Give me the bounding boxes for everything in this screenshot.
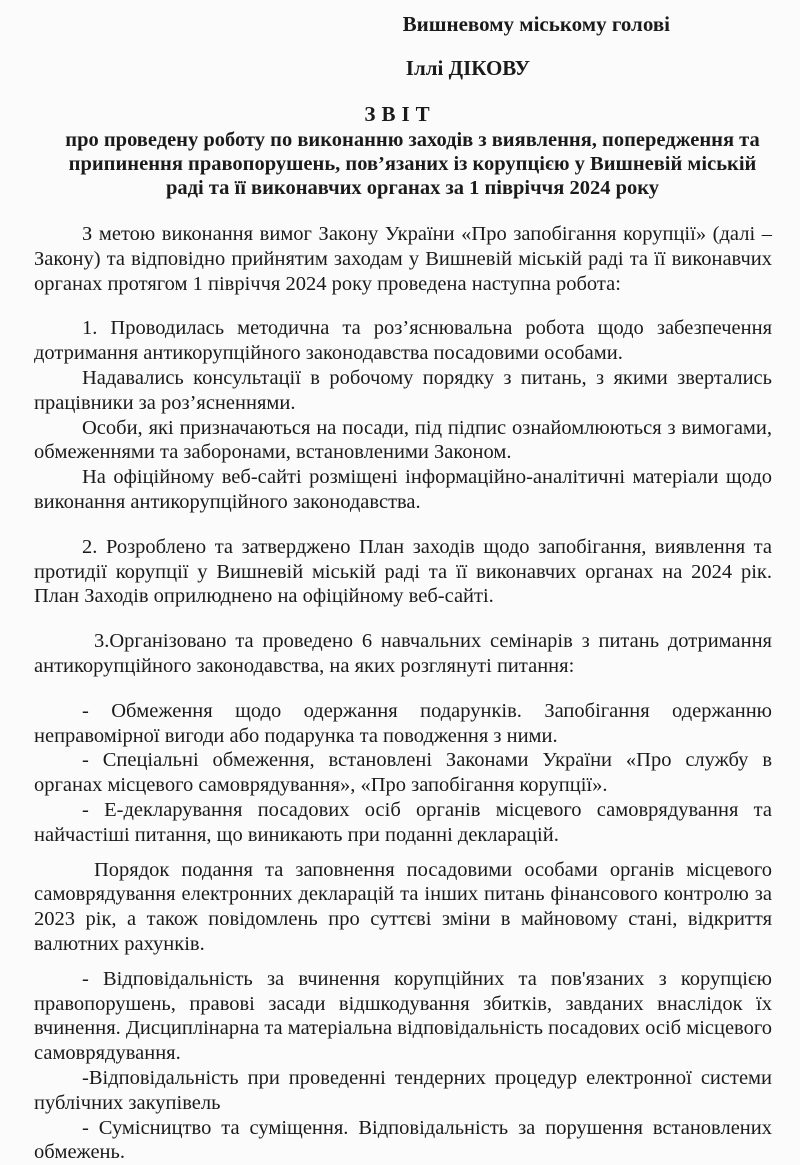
item-1-website: На офіційному веб-сайті розміщені інформаційно-аналітичні матеріали щодо виконання антикорупційного законодавства. (34, 465, 772, 515)
topic-declaration-procedure: Порядок подання та заповнення посадовими особами органів місцевого самоврядування електронних декларацій та інших питань фінансового контролю за 2023 рік, а також повідомлень про суттєві зміни в майновому стані, відкриття валютних рахунків. (34, 858, 772, 957)
document-title: ЗВІТ (0, 102, 800, 127)
addressee-name: Іллі ДІКОВУ (406, 56, 530, 81)
intro-paragraph: З метою виконання вимог Закону України «Про запобігання корупції» (далі – Закону) та відповідно прийнятим заходам у Вишневій міській раді та її виконавчих органах протягом 1 півріччя 2024 року проведена наступна робота: (34, 222, 772, 296)
topic-special-restrictions: - Спеціальні обмеження, встановлені Законами України «Про службу в органах місцевого самоврядування», «Про запобігання корупції». (34, 748, 772, 798)
item-2-paragraph: 2. Розроблено та затверджено План заходів щодо запобігання, виявлення та протидії корупції у Вишневій міській раді та її виконавчих органах на 2024 рік. План Заходів оприлюднено на офіційному веб-сайті. (34, 535, 772, 609)
topic-gifts: - Обмеження щодо одержання подарунків. Запобігання одержанню неправомірної вигоди або подарунка та поводження з ними. (34, 699, 772, 749)
topic-e-declaration: - Е-декларування посадових осіб органів місцевого самоврядування та найчастіші питання, що виникають при поданні декларацій. (34, 798, 772, 848)
item-1-appointees: Особи, які призначаються на посади, під підпис ознайомлюються з вимогами, обмеженнями та заборонами, встановленими Законом. (34, 416, 772, 466)
item-1-consultations: Надавались консультації в робочому порядку з питань, з якими звертались працівники за роз’ясненнями. (34, 366, 772, 416)
addressee-title: Вишневому міському голові (403, 12, 670, 37)
topic-part-time: - Сумісництво та суміщення. Відповідальність за порушення встановлених обмежень. (34, 1116, 772, 1165)
document-body (34, 222, 772, 1165)
topic-liability: - Відповідальність за вчинення корупційних та пов'язаних з корупцією правопорушень, правові засади відшкодування збитків, завданих внаслідок їх вчинення. Дисциплінарна та матеріальна відповідальність посадових осіб місцевого самоврядування. (34, 967, 772, 1066)
item-3-paragraph: 3.Організовано та проведено 6 навчальних семінарів з питань дотримання антикорупційного законодавства, на яких розглянуті питання: (34, 629, 772, 679)
document-subtitle: про проведену роботу по виконанню заходів з виявлення, попередження та припинення правопорушень, пов’язаних із корупцією у Вишневій міській раді та її виконавчих органах за 1 півріччя 2024 року (60, 128, 765, 200)
item-1-paragraph: 1. Проводилась методична та роз’яснювальна робота щодо забезпечення дотримання антикорупційного законодавства посадовими особами. (34, 316, 772, 366)
topic-procurement: -Відповідальність при проведенні тендерних процедур електронної системи публічних закупівель (34, 1066, 772, 1116)
